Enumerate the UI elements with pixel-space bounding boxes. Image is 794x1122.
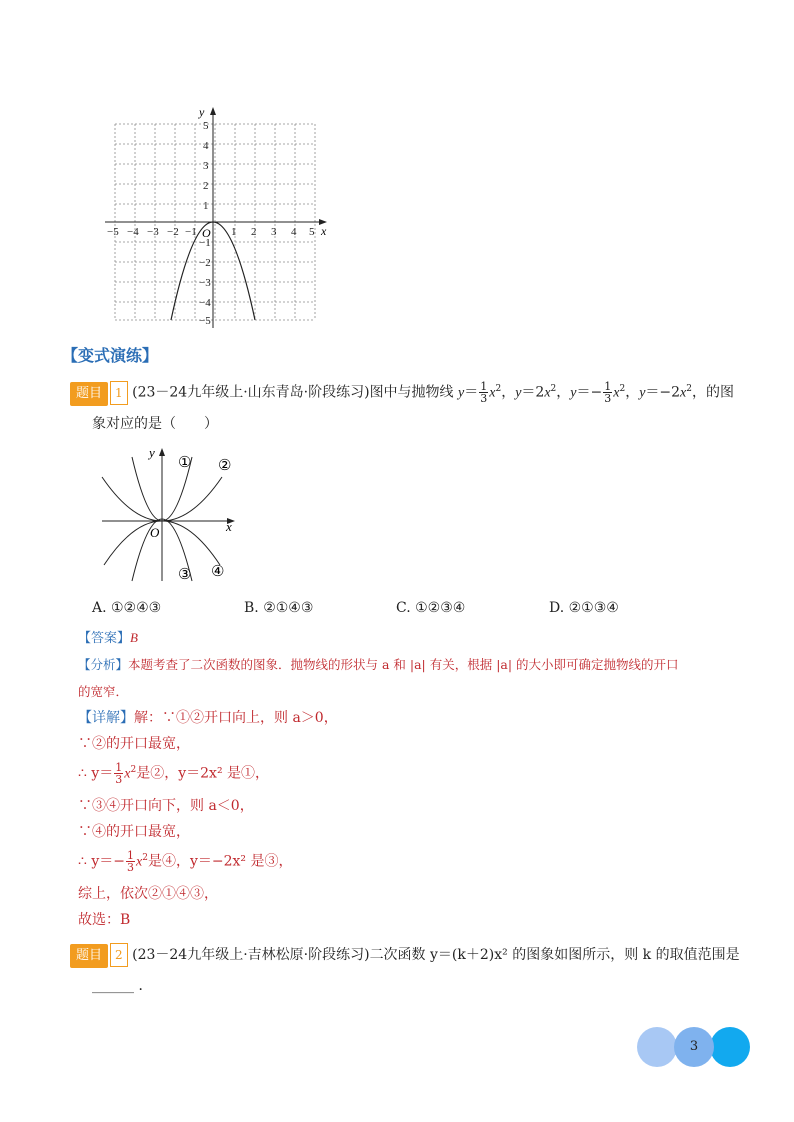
question-1-line2: 象对应的是（ ）: [92, 416, 218, 432]
detail-text: 是②，y＝2x² 是①，: [136, 765, 270, 782]
y-tick: 5: [203, 120, 209, 132]
x-tick: −5: [107, 226, 119, 238]
page-decor-circle-3: [710, 1027, 750, 1067]
y-tick: −2: [199, 257, 211, 269]
detail-line6: ∴ y＝− $\frac{1}{3}$ $x^2$是④，y＝−2x² 是③，: [78, 849, 293, 875]
y-axis-label: y: [149, 445, 155, 460]
option-b[interactable]: B. ②①④③: [244, 600, 314, 616]
page-number-circle: [674, 1027, 714, 1067]
label-4: ④: [211, 562, 225, 580]
y-tick: 3: [203, 160, 209, 172]
analysis-label: 【分析】: [78, 657, 129, 672]
x-tick: −1: [185, 226, 197, 238]
detail-line7: 综上，依次②①④③，: [78, 886, 218, 902]
answer-label: 【答案】: [78, 631, 131, 646]
detail-text: 解：∵①②开口向上，则 a＞0，: [134, 710, 338, 726]
question-text: 二次函数 y＝(k＋2)x² 的图象如图所示，则 k 的取值范围是: [369, 947, 740, 963]
detail-line8: 故选：B: [78, 912, 131, 928]
option-d[interactable]: D. ②①③④: [549, 600, 619, 616]
x-axis-label: x: [226, 519, 232, 534]
question-tag: 题目: [70, 382, 108, 406]
x-tick: −4: [127, 226, 139, 238]
label-3: ③: [178, 565, 192, 583]
x-tick: 3: [271, 226, 277, 238]
y-tick: 2: [203, 180, 209, 192]
question-1-line1: 题目 1 (23－24九年级上·山东青岛·阶段练习)图中与抛物线 y＝ $\frac{1}{3}$ $x^2$，$y=2x^2$，y＝− $\frac{1}{3}$ $x^2$，$y=-2x^2$，的图: [70, 378, 734, 406]
answer-value: B: [130, 630, 138, 645]
question-text: 图中与抛物线: [369, 384, 454, 401]
option-a[interactable]: A. ①②④③: [92, 600, 162, 616]
page-number: 3: [689, 1039, 699, 1054]
y-tick: −3: [199, 277, 211, 289]
analysis-line2: 的宽窄．: [78, 684, 129, 699]
question-tag: 题目: [70, 944, 108, 968]
x-tick: 4: [291, 226, 297, 238]
detail-line3: ∴ y＝ $\frac{1}{3}$ $x^2$是②，y＝2x² 是①，: [78, 761, 270, 787]
y-tick: 4: [203, 140, 209, 152]
x-tick: −2: [167, 226, 179, 238]
x-tick: 1: [231, 226, 237, 238]
y-axis-label: y: [199, 105, 205, 119]
detail-text: ∴ y＝−: [78, 853, 125, 870]
top-parabola-graph: [95, 98, 340, 330]
label-2: ②: [218, 456, 232, 474]
y-tick: −4: [199, 297, 211, 309]
page-decor-circle-1: [637, 1027, 677, 1067]
detail-label: 【详解】: [78, 710, 134, 726]
detail-line5: ∵④的开口最宽，: [78, 824, 190, 840]
y-tick: −5: [199, 315, 211, 327]
detail-line2: ∵②的开口最宽，: [78, 736, 190, 752]
section-title: 【变式演练】: [62, 346, 159, 365]
y-tick: −1: [199, 237, 211, 249]
answer-blank[interactable]: ______ ．: [92, 978, 153, 994]
analysis-line1: [78, 655, 679, 675]
question-text-end: 的图: [706, 384, 734, 401]
question-number: 1: [110, 381, 128, 405]
option-c[interactable]: C. ①②③④: [396, 600, 466, 616]
analysis-text: 本题考查了二次函数的图象．抛物线的形状与 a 和 |a| 有关，根据 |a| 的大小即可确定抛物线的开口: [128, 657, 679, 672]
y-tick: 1: [203, 200, 209, 212]
question-number: 2: [110, 943, 128, 967]
x-axis-label: x: [321, 224, 327, 238]
origin-label: O: [150, 525, 160, 540]
question-1-graph: [98, 445, 243, 585]
label-1: ①: [178, 453, 192, 471]
detail-text: 是④，y＝−2x² 是③，: [147, 853, 293, 870]
question-source: (23－24九年级上·吉林松原·阶段练习): [132, 947, 370, 963]
x-tick: 5: [309, 226, 315, 238]
detail-line4: ∵③④开口向下，则 a＜0，: [78, 798, 254, 814]
origin-label: O: [202, 226, 211, 240]
y-axis-arrow: [159, 448, 165, 456]
x-tick: −3: [147, 226, 159, 238]
answer-line: [78, 628, 138, 649]
question-source: (23－24九年级上·山东青岛·阶段练习): [132, 384, 370, 401]
x-tick: 2: [251, 226, 257, 238]
y-axis-arrow: [210, 107, 216, 115]
detail-line1: [78, 708, 338, 728]
question-2-line1: [70, 943, 740, 968]
detail-text: ∴ y＝: [78, 765, 114, 782]
